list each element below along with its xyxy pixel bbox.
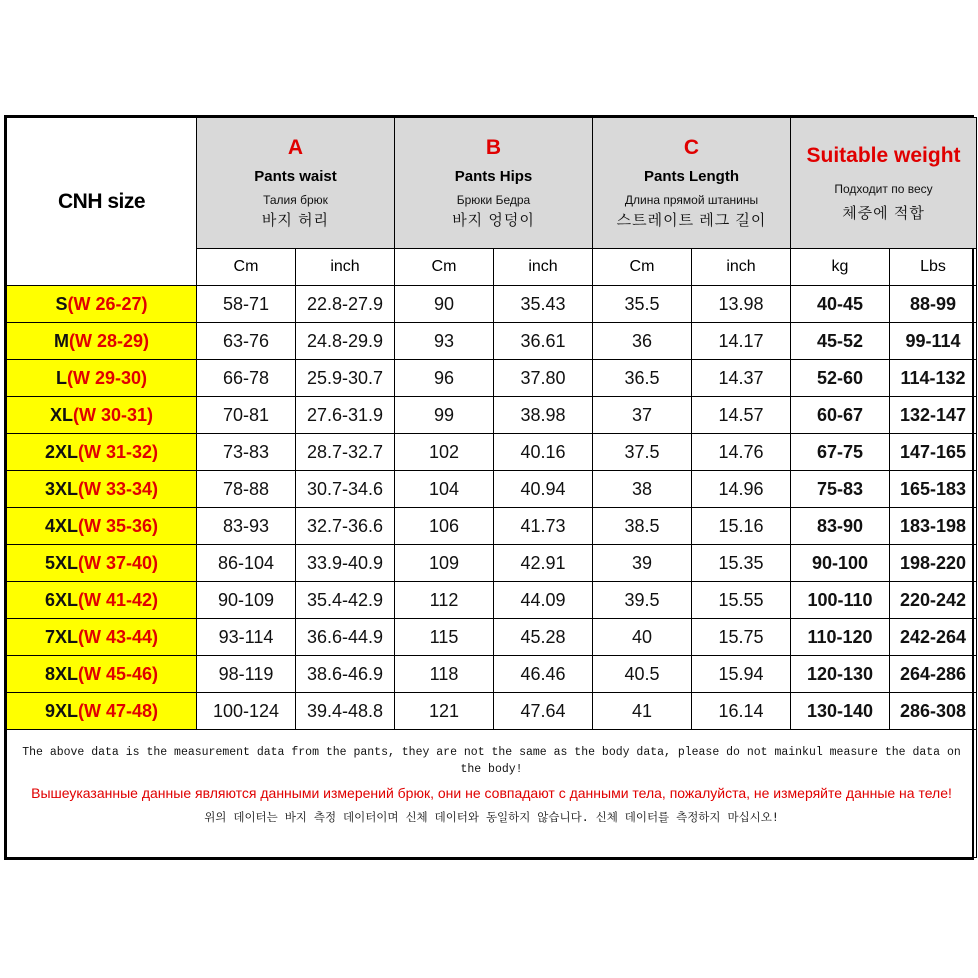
group-header-b [395, 118, 593, 249]
length-inch-cell: 16.14 [692, 693, 791, 730]
size-cell [7, 286, 197, 323]
size-column-header: CNH size [7, 118, 197, 286]
waist-inch-cell: 39.4-48.8 [296, 693, 395, 730]
weight-kg-cell: 110-120 [791, 619, 890, 656]
group-letter: A [287, 136, 304, 159]
length-inch-cell: 14.57 [692, 397, 791, 434]
size-label: 7XL [44, 626, 78, 647]
size-cell [7, 582, 197, 619]
weight-lbs-cell: 220-242 [890, 582, 977, 619]
table-row [7, 619, 977, 656]
waist-inch-cell: 35.4-42.9 [296, 582, 395, 619]
waist-inch-cell: 24.8-29.9 [296, 323, 395, 360]
waist-size-label: (W 45-46) [78, 663, 159, 684]
table-row [7, 656, 977, 693]
hips-inch-cell: 35.43 [494, 286, 593, 323]
length-inch-cell: 13.98 [692, 286, 791, 323]
weight-title-ru: Подходит по весу [834, 181, 933, 196]
weight-lbs-cell: 242-264 [890, 619, 977, 656]
weight-kg-cell: 45-52 [791, 323, 890, 360]
hips-inch-cell: 45.28 [494, 619, 593, 656]
waist-inch-cell: 25.9-30.7 [296, 360, 395, 397]
note-russian: Вышеуказанные данные являются данными измерений брюк, они не совпадают с данными тела, пожалуйста, не измеряйте данные на теле! [31, 785, 952, 801]
waist-inch-cell: 30.7-34.6 [296, 471, 395, 508]
size-cell [7, 508, 197, 545]
waist-cm-cell: 93-114 [197, 619, 296, 656]
group-letter: C [683, 136, 700, 159]
hips-inch-cell: 42.91 [494, 545, 593, 582]
weight-kg-cell: 67-75 [791, 434, 890, 471]
length-inch-cell: 15.35 [692, 545, 791, 582]
weight-header [791, 118, 977, 249]
weight-kg-cell: 130-140 [791, 693, 890, 730]
waist-cm-cell: 58-71 [197, 286, 296, 323]
length-cm-cell: 39 [593, 545, 692, 582]
waist-size-label: (W 41-42) [78, 589, 159, 610]
waist-cm-cell: 90-109 [197, 582, 296, 619]
length-cm-cell: 38 [593, 471, 692, 508]
group-title: Pants Hips [454, 168, 533, 185]
waist-inch-cell: 38.6-46.9 [296, 656, 395, 693]
waist-size-label: (W 31-32) [78, 441, 159, 462]
hips-inch-cell: 44.09 [494, 582, 593, 619]
hips-inch-cell: 36.61 [494, 323, 593, 360]
size-label: 6XL [44, 589, 78, 610]
length-cm-cell: 37 [593, 397, 692, 434]
notes-row [7, 730, 977, 858]
group-header-a [197, 118, 395, 249]
weight-kg-cell: 40-45 [791, 286, 890, 323]
length-cm-cell: 38.5 [593, 508, 692, 545]
length-cm-cell: 41 [593, 693, 692, 730]
waist-inch-cell: 36.6-44.9 [296, 619, 395, 656]
table-row [7, 471, 977, 508]
hips-inch-cell: 37.80 [494, 360, 593, 397]
length-inch-cell: 15.55 [692, 582, 791, 619]
weight-lbs-cell: 286-308 [890, 693, 977, 730]
length-cm-cell: 40 [593, 619, 692, 656]
hips-cm-cell: 121 [395, 693, 494, 730]
group-letter: B [485, 136, 502, 159]
waist-cm-cell: 63-76 [197, 323, 296, 360]
waist-inch-cell: 22.8-27.9 [296, 286, 395, 323]
size-label: 9XL [44, 700, 78, 721]
size-cell [7, 434, 197, 471]
size-cell [7, 360, 197, 397]
unit-cell: Cm [593, 249, 692, 286]
table-row [7, 397, 977, 434]
size-label: 2XL [44, 441, 78, 462]
note-korean: 위의 데이터는 바지 측정 데이터이며 신체 데이터와 동일하지 않습니다. 신체 데이터를 측정하지 마십시오! [204, 810, 779, 824]
hips-cm-cell: 99 [395, 397, 494, 434]
weight-lbs-cell: 183-198 [890, 508, 977, 545]
waist-cm-cell: 86-104 [197, 545, 296, 582]
waist-size-label: (W 35-36) [78, 515, 159, 536]
waist-size-label: (W 30-31) [73, 404, 154, 425]
hips-cm-cell: 112 [395, 582, 494, 619]
weight-title-ko: 체중에 적합 [842, 204, 925, 222]
weight-kg-cell: 60-67 [791, 397, 890, 434]
hips-inch-cell: 40.94 [494, 471, 593, 508]
group-title-ru: Брюки Бедра [456, 193, 531, 207]
waist-cm-cell: 66-78 [197, 360, 296, 397]
length-inch-cell: 14.76 [692, 434, 791, 471]
hips-inch-cell: 41.73 [494, 508, 593, 545]
waist-cm-cell: 78-88 [197, 471, 296, 508]
note-english: The above data is the measurement data from the pants, they are not the same as the body data, please do not mainkul measure the data on the body! [22, 746, 961, 776]
unit-cell: Cm [197, 249, 296, 286]
waist-size-label: (W 26-27) [67, 293, 148, 314]
waist-cm-cell: 70-81 [197, 397, 296, 434]
size-cell [7, 693, 197, 730]
length-inch-cell: 15.75 [692, 619, 791, 656]
notes-cell [7, 730, 977, 858]
hips-cm-cell: 118 [395, 656, 494, 693]
hips-inch-cell: 47.64 [494, 693, 593, 730]
length-inch-cell: 15.94 [692, 656, 791, 693]
waist-cm-cell: 83-93 [197, 508, 296, 545]
hips-cm-cell: 104 [395, 471, 494, 508]
weight-kg-cell: 83-90 [791, 508, 890, 545]
table-row [7, 508, 977, 545]
size-cell [7, 656, 197, 693]
waist-size-label: (W 43-44) [78, 626, 159, 647]
length-cm-cell: 37.5 [593, 434, 692, 471]
unit-cell: inch [296, 249, 395, 286]
group-header-c [593, 118, 791, 249]
hips-cm-cell: 96 [395, 360, 494, 397]
waist-cm-cell: 98-119 [197, 656, 296, 693]
length-cm-cell: 40.5 [593, 656, 692, 693]
weight-kg-cell: 52-60 [791, 360, 890, 397]
size-label: XL [49, 404, 73, 425]
size-label: S [55, 293, 68, 314]
hips-inch-cell: 38.98 [494, 397, 593, 434]
length-cm-cell: 36.5 [593, 360, 692, 397]
waist-cm-cell: 73-83 [197, 434, 296, 471]
hips-inch-cell: 40.16 [494, 434, 593, 471]
waist-size-label: (W 28-29) [68, 330, 149, 351]
waist-inch-cell: 32.7-36.6 [296, 508, 395, 545]
size-label: 5XL [44, 552, 78, 573]
table-row [7, 323, 977, 360]
table-row [7, 693, 977, 730]
weight-lbs-cell: 88-99 [890, 286, 977, 323]
length-inch-cell: 14.37 [692, 360, 791, 397]
length-cm-cell: 39.5 [593, 582, 692, 619]
size-label: M [53, 330, 69, 351]
unit-cell: Lbs [890, 249, 977, 286]
size-chart [4, 115, 974, 860]
hips-cm-cell: 102 [395, 434, 494, 471]
weight-kg-cell: 75-83 [791, 471, 890, 508]
size-table [6, 117, 977, 858]
waist-size-label: (W 29-30) [66, 367, 147, 388]
size-label: 4XL [44, 515, 78, 536]
waist-inch-cell: 27.6-31.9 [296, 397, 395, 434]
length-inch-cell: 15.16 [692, 508, 791, 545]
hips-cm-cell: 90 [395, 286, 494, 323]
size-label: 3XL [44, 478, 78, 499]
size-label: L [55, 367, 67, 388]
size-cell [7, 323, 197, 360]
waist-size-label: (W 47-48) [78, 700, 159, 721]
unit-cell: Cm [395, 249, 494, 286]
group-title: Pants Length [643, 168, 739, 185]
weight-lbs-cell: 132-147 [890, 397, 977, 434]
weight-lbs-cell: 99-114 [890, 323, 977, 360]
waist-inch-cell: 28.7-32.7 [296, 434, 395, 471]
unit-cell: inch [692, 249, 791, 286]
size-label: 8XL [44, 663, 78, 684]
weight-title: Suitable weight [806, 143, 961, 167]
weight-lbs-cell: 264-286 [890, 656, 977, 693]
size-cell [7, 471, 197, 508]
weight-lbs-cell: 198-220 [890, 545, 977, 582]
weight-lbs-cell: 114-132 [890, 360, 977, 397]
waist-size-label: (W 33-34) [78, 478, 159, 499]
waist-cm-cell: 100-124 [197, 693, 296, 730]
group-title-ko: 바지 엉덩이 [452, 212, 535, 229]
table-row [7, 286, 977, 323]
unit-cell: inch [494, 249, 593, 286]
weight-kg-cell: 120-130 [791, 656, 890, 693]
weight-lbs-cell: 165-183 [890, 471, 977, 508]
length-cm-cell: 35.5 [593, 286, 692, 323]
size-cell [7, 619, 197, 656]
table-row [7, 545, 977, 582]
table-row [7, 582, 977, 619]
header-row [7, 118, 977, 249]
group-title-ko: 스트레이트 레그 길이 [616, 212, 767, 229]
group-title-ru: Талия брюк [263, 193, 328, 207]
weight-lbs-cell: 147-165 [890, 434, 977, 471]
table-row [7, 360, 977, 397]
waist-inch-cell: 33.9-40.9 [296, 545, 395, 582]
hips-cm-cell: 106 [395, 508, 494, 545]
hips-cm-cell: 109 [395, 545, 494, 582]
hips-cm-cell: 93 [395, 323, 494, 360]
group-title-ko: 바지 허리 [261, 212, 330, 229]
hips-cm-cell: 115 [395, 619, 494, 656]
table-row [7, 434, 977, 471]
group-title: Pants waist [254, 168, 337, 185]
group-title-ru: Длина прямой штанины [624, 193, 759, 207]
weight-kg-cell: 90-100 [791, 545, 890, 582]
hips-inch-cell: 46.46 [494, 656, 593, 693]
size-cell [7, 397, 197, 434]
size-cell [7, 545, 197, 582]
waist-size-label: (W 37-40) [78, 552, 159, 573]
length-cm-cell: 36 [593, 323, 692, 360]
unit-cell: kg [791, 249, 890, 286]
weight-kg-cell: 100-110 [791, 582, 890, 619]
length-inch-cell: 14.17 [692, 323, 791, 360]
length-inch-cell: 14.96 [692, 471, 791, 508]
